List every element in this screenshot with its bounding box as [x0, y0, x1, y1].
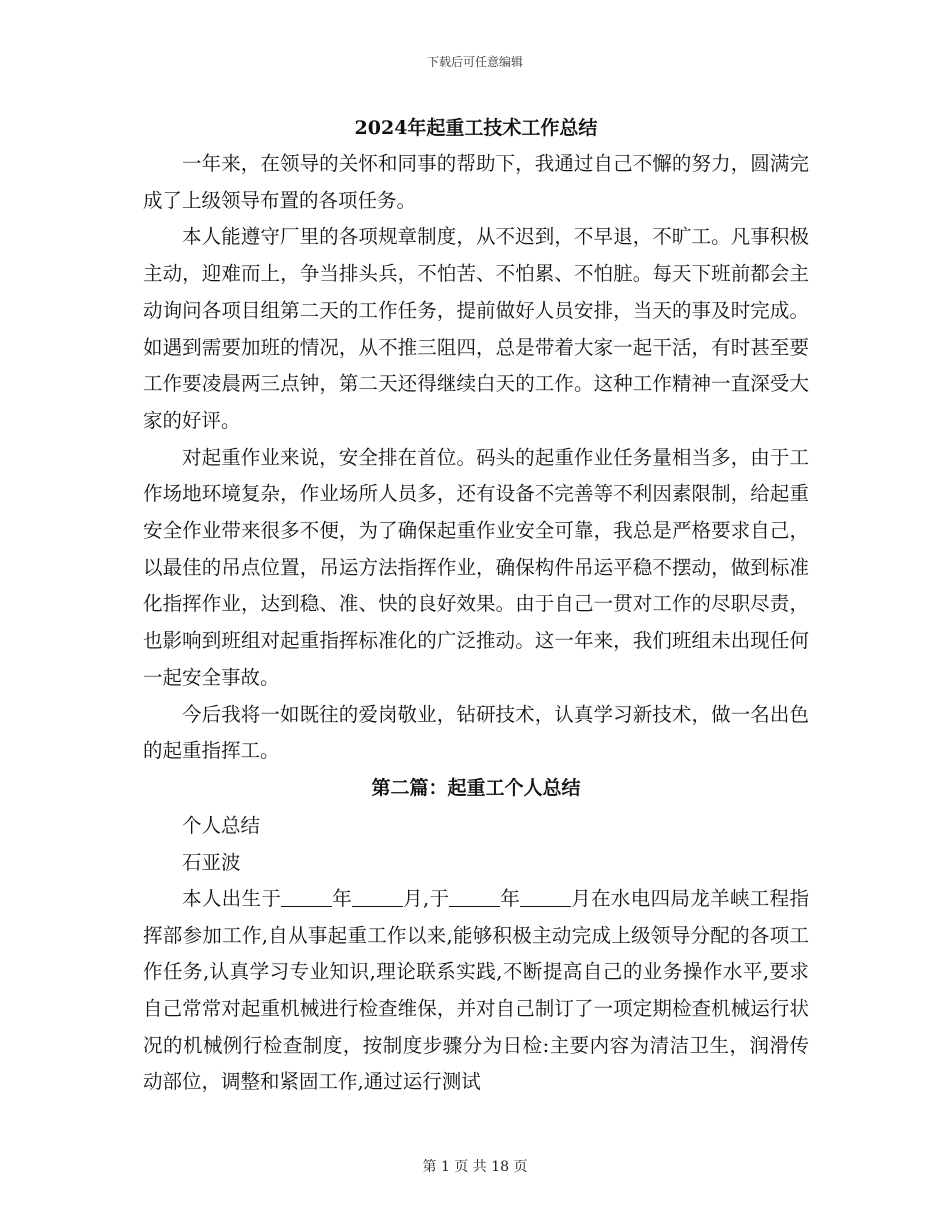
section-2-label: 个人总结	[182, 813, 261, 837]
paragraph-3: 对起重作业来说，安全排在首位。码头的起重作业任务量相当多，由于工作场地环境复杂，作业场所人员多，还有设备不完善等不利因素限制，给起重安全作业带来很多不便，为了确保起重作业安全可靠，我总是严格要求自己，以最佳的吊点位置，吊运方法指挥作业，确保构件吊运平稳不摆动，做到标准化指挥作业，达到稳、准、快的良好效果。由于自己一贯对工作的尽职尽责，也影响到班组对起重指挥标准化的广泛推动。这一年来，我们班组未出现任何一起安全事故。	[143, 445, 809, 689]
section-2-title: 第二篇：起重工个人总结	[371, 776, 581, 799]
blank-line	[520, 886, 571, 907]
birth-text: 本人出生于	[182, 886, 282, 910]
document-body	[143, 110, 809, 1101]
header-note: 下载后可任意编辑	[426, 55, 523, 69]
document-title: 2024年起重工技术工作总结	[354, 117, 598, 139]
month-text-1: 月,于	[402, 886, 450, 910]
paragraph-4: 今后我将一如既往的爱岗敬业，钻研技术，认真学习新技术，做一名出色的起重指挥工。	[143, 702, 809, 763]
page-footer: 第 1 页 共 18 页	[422, 1159, 528, 1175]
year-text-2: 年	[500, 886, 521, 910]
year-text-1: 年	[331, 886, 353, 910]
section-2-paragraph-1	[143, 881, 809, 1101]
blank-line	[352, 886, 403, 907]
section-2-author: 石亚波	[182, 850, 241, 874]
paragraph-1: 一年来，在领导的关怀和同事的帮助下，我通过自己不懈的努力，圆满完成了上级领导布置的各项任务。	[143, 152, 809, 212]
paragraph-2: 本人能遵守厂里的各项规章制度，从不迟到，不早退，不旷工。凡事积极主动，迎难而上，争当排头兵，不怕苦、不怕累、不怕脏。每天下班前都会主动询问各项目组第二天的工作任务，提前做好人员安排，当天的事及时完成。如遇到需要加班的情况，从不推三阻四，总是带着大家一起干活，有时甚至要工作要凌晨两三点钟，第二天还得继续白天的工作。这种工作精神一直深受大家的好评。	[143, 225, 809, 432]
blank-line	[449, 886, 500, 907]
section-2-body-text: 月在水电四局龙羊峡工程指挥部参加工作,自从事起重工作以来,能够积极主动完成上级领导分配的各项工作任务,认真学习专业知识,理论联系实践,不断提高自己的业务操作水平,要求自己常常对起重机械进行检查维保，并对自己制订了一项定期检查机械运行状况的机械例行检查制度，按制度步骤分为日检:主要内容为清洁卫生，润滑传动部位，调整和紧固工作,通过运行测试	[143, 886, 809, 1094]
blank-line	[281, 886, 332, 907]
